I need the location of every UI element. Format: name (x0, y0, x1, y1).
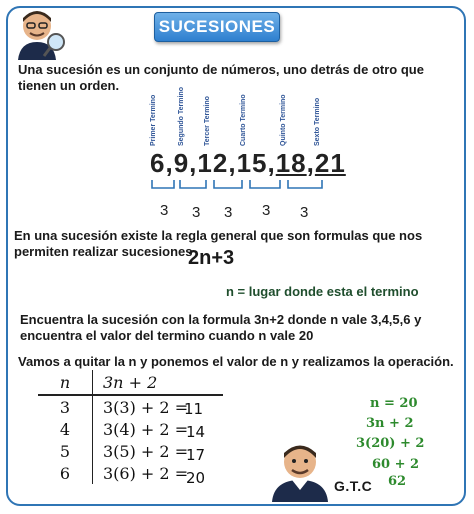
intro-text: Una sucesión es un conjunto de números, uno detrás de otro que tienen un orden. (18, 62, 424, 93)
table-header-n: n (38, 370, 93, 395)
term-label-3: Tercer Termino (204, 96, 211, 146)
signature: G.T.C (334, 478, 373, 494)
rule-text: En una sucesión existe la regla general que son formulas que nos permiten realizar sucesiones (14, 228, 423, 259)
general-formula: 2n+3 (188, 247, 235, 269)
table-cell-n: 6 (38, 462, 93, 484)
table-header-row (38, 370, 223, 395)
table-header-expression: 3n + 2 (93, 370, 224, 395)
term-label-1: Primer Termino (150, 94, 157, 146)
green-step-result: 62 (388, 474, 407, 489)
instruction-text: Vamos a quitar la n y ponemos el valor de n y realizamos la operación. (18, 354, 454, 369)
table-result: 14 (186, 423, 206, 441)
sequence-term: 6 (150, 148, 166, 178)
teacher-avatar-magnifier (6, 2, 68, 62)
table-result: 17 (186, 446, 206, 464)
difference-value: 3 (160, 202, 169, 219)
table-result: 20 (186, 469, 206, 487)
difference-value: 3 (224, 204, 233, 221)
table-cell-expression: 3(4) + 2 = (103, 419, 189, 439)
table-result: 11 (184, 400, 204, 418)
sequence: 6,9,12,15,18,21 (150, 148, 346, 178)
table-cell-n: 5 (38, 440, 93, 462)
green-step: n = 20 (370, 396, 418, 411)
sequence-term: 21 (314, 148, 346, 178)
sequence-term: 15 (236, 148, 268, 178)
term-label-4: Cuarto Termino (240, 94, 247, 146)
green-step: 3n + 2 (366, 416, 414, 431)
term-label-5: Quinto Termino (280, 94, 287, 146)
n-definition: n = lugar donde esta el termino (226, 284, 419, 299)
table-cell-expression: 3(6) + 2 = (103, 463, 189, 483)
exercise-text: Encuentra la sucesión con la formula 3n+2 donde n vale 3,4,5,6 y encuentra el valor del termino cuando n vale 20 (20, 312, 422, 343)
table-cell-expression: 3(3) + 2 = (103, 397, 189, 417)
table-cell-n: 4 (38, 418, 93, 440)
difference-value: 3 (300, 204, 309, 221)
term-label-6: Sexto Termino (314, 97, 321, 146)
green-step: 60 + 2 (372, 457, 420, 472)
term-label-2: Segundo Termino (178, 87, 185, 146)
table-cell-n: 3 (38, 395, 93, 418)
sequence-term: 12 (197, 148, 229, 178)
difference-brackets (146, 178, 346, 194)
sequence-term: 9 (173, 148, 190, 178)
difference-value: 3 (262, 202, 271, 219)
table-cell-expression: 3(5) + 2 = (103, 441, 189, 461)
sequence-term: 18 (275, 148, 307, 178)
teacher-avatar (262, 436, 338, 502)
page-title: SUCESIONES (154, 12, 280, 42)
green-step: 3(20) + 2 (356, 436, 425, 451)
difference-value: 3 (192, 204, 201, 221)
